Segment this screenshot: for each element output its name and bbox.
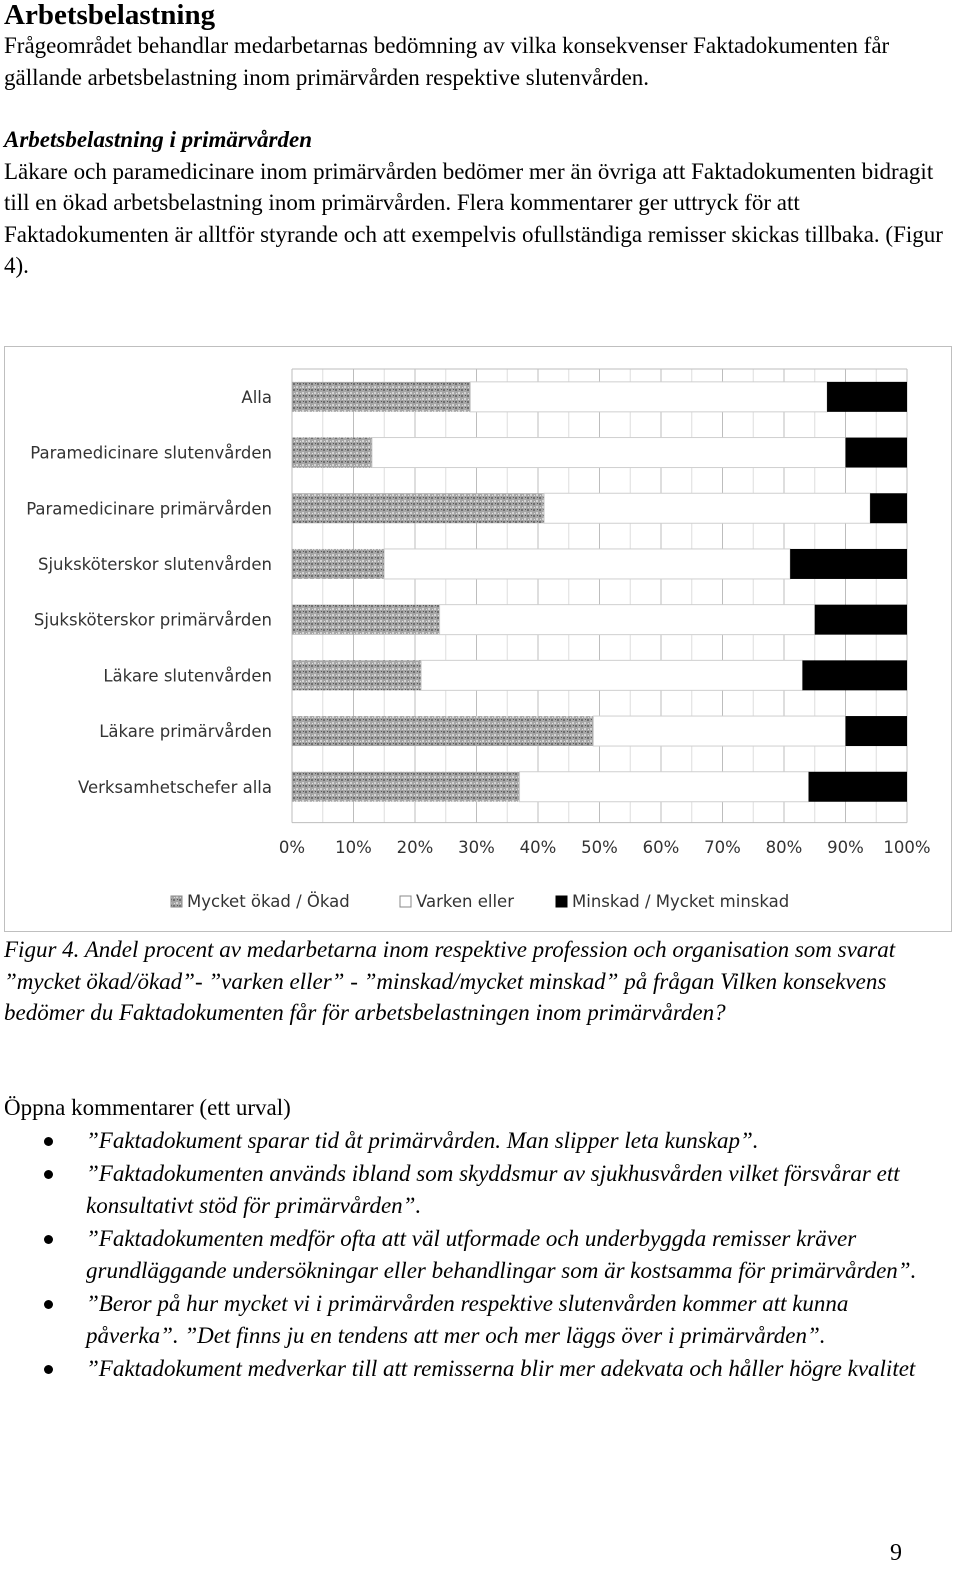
bar-minskad: [815, 605, 907, 635]
legend-swatch: [400, 896, 411, 907]
category-label: Verksamhetschefer alla: [77, 777, 272, 797]
category-label: Läkare primärvården: [99, 722, 272, 742]
legend-swatch: [171, 896, 182, 907]
comments-heading: Öppna kommentarer (ett urval): [4, 1095, 291, 1120]
intro-paragraph: Frågeområdet behandlar medarbetarnas bedömning av vilka konsekvenser Faktadokumenten får gällande arbetsbelastning inom primärvården respektive slutenvården.: [4, 33, 890, 90]
x-tick-label: 80%: [765, 838, 803, 857]
page-heading: Arbetsbelastning: [4, 0, 216, 31]
comment-item: [0, 1288, 930, 1352]
comment-item: [0, 1223, 930, 1287]
bar-varken-eller: [520, 772, 809, 802]
bar-minskad: [846, 716, 908, 746]
x-tick-label: 0%: [278, 838, 306, 857]
category-label: Läkare slutenvården: [103, 666, 272, 686]
category-label: Sjuksköterskor slutenvården: [38, 554, 272, 574]
comment-text: ”Beror på hur mycket vi i primärvården respektive slutenvården kommer att kunna påverka”. ”Det finns ju en tendens att mer och mer läggs över i primärvården”.: [86, 1291, 849, 1348]
bar-varken-eller: [470, 382, 827, 412]
category-label: Alla: [241, 387, 272, 407]
bar-okad: [292, 382, 470, 412]
bar-okad: [292, 549, 384, 579]
comment-item: [0, 1125, 930, 1157]
bullet-icon: [44, 1300, 53, 1309]
x-tick-label: 50%: [581, 838, 618, 857]
bullet-icon: [44, 1170, 53, 1179]
page-number: 9: [890, 1540, 902, 1566]
comment-text: ”Faktadokument medverkar till att remisserna blir mer adekvata och håller högre kvalitet: [86, 1356, 916, 1381]
bar-varken-eller: [384, 549, 790, 579]
comment-text: ”Faktadokument sparar tid åt primärvården. Man slipper leta kunskap”.: [86, 1128, 759, 1153]
bar-minskad: [827, 382, 907, 412]
bar-varken-eller: [440, 605, 815, 635]
bullet-icon: [44, 1235, 53, 1244]
x-tick-label: 70%: [704, 838, 741, 857]
bar-minskad: [870, 493, 907, 523]
x-tick-label: 40%: [519, 838, 557, 857]
bar-okad: [292, 605, 440, 635]
legend-label: Varken eller: [416, 892, 514, 911]
bullet-icon: [44, 1137, 53, 1146]
figure-4-chart: [4, 346, 952, 932]
comment-item: [0, 1353, 930, 1385]
bar-varken-eller: [544, 493, 870, 523]
bar-minskad: [790, 549, 907, 579]
bar-varken-eller: [593, 716, 845, 746]
category-label: Sjuksköterskor primärvården: [33, 610, 272, 630]
bar-varken-eller: [421, 660, 802, 690]
comments-list: [0, 1125, 930, 1386]
comment-item: [0, 1158, 930, 1222]
stacked-bar-chart: [5, 347, 951, 931]
bar-okad: [292, 772, 520, 802]
x-tick-label: 10%: [335, 838, 372, 857]
x-tick-label: 20%: [396, 838, 434, 857]
comment-text: ”Faktadokumenten används ibland som skyddsmur av sjukhusvården vilket försvårar ett konsultativt stöd för primärvården”.: [86, 1161, 900, 1218]
bar-okad: [292, 493, 544, 523]
bar-okad: [292, 716, 593, 746]
body-paragraph: Läkare och paramedicinare inom primärvården bedömer mer än övriga att Faktadokumenten bidragit till en ökad arbetsbelastning inom primärvården. Flera kommentarer ger uttryck för att Faktadokumenten är alltför styrande och att exempelvis ofullständiga remisser skickas tillbaka. (Figur 4).: [4, 158, 943, 278]
x-tick-label: 60%: [642, 838, 680, 857]
section-subheading: Arbetsbelastning i primärvården: [4, 127, 312, 152]
bar-okad: [292, 438, 372, 468]
bullet-icon: [44, 1365, 53, 1374]
bar-varken-eller: [372, 438, 846, 468]
legend-label: Mycket ökad / Ökad: [187, 892, 350, 911]
comment-text: ”Faktadokumenten medför ofta att väl utformade och underbyggda remisser kräver grundläggande undersökningar eller behandlingar som är kostsamma för primärvården”.: [86, 1226, 917, 1283]
x-tick-label: 100%: [883, 838, 931, 857]
legend-swatch: [556, 896, 567, 907]
bar-minskad: [809, 772, 907, 802]
bar-minskad: [802, 660, 907, 690]
legend-label: Minskad / Mycket minskad: [572, 892, 790, 911]
x-tick-label: 90%: [827, 838, 864, 857]
category-label: Paramedicinare slutenvården: [30, 443, 272, 463]
x-tick-label: 30%: [458, 838, 495, 857]
figure-caption: Figur 4. Andel procent av medarbetarna inom respektive profession och organisation som svarat ”mycket ökad/ökad”- ”varken eller” - ”minskad/mycket minskad” på frågan Vilken konsekvens bedömer du Faktadokumenten får för arbetsbelastningen inom primärvården?: [4, 937, 896, 1025]
category-label: Paramedicinare primärvården: [26, 499, 272, 519]
bar-okad: [292, 660, 421, 690]
bar-minskad: [846, 438, 908, 468]
